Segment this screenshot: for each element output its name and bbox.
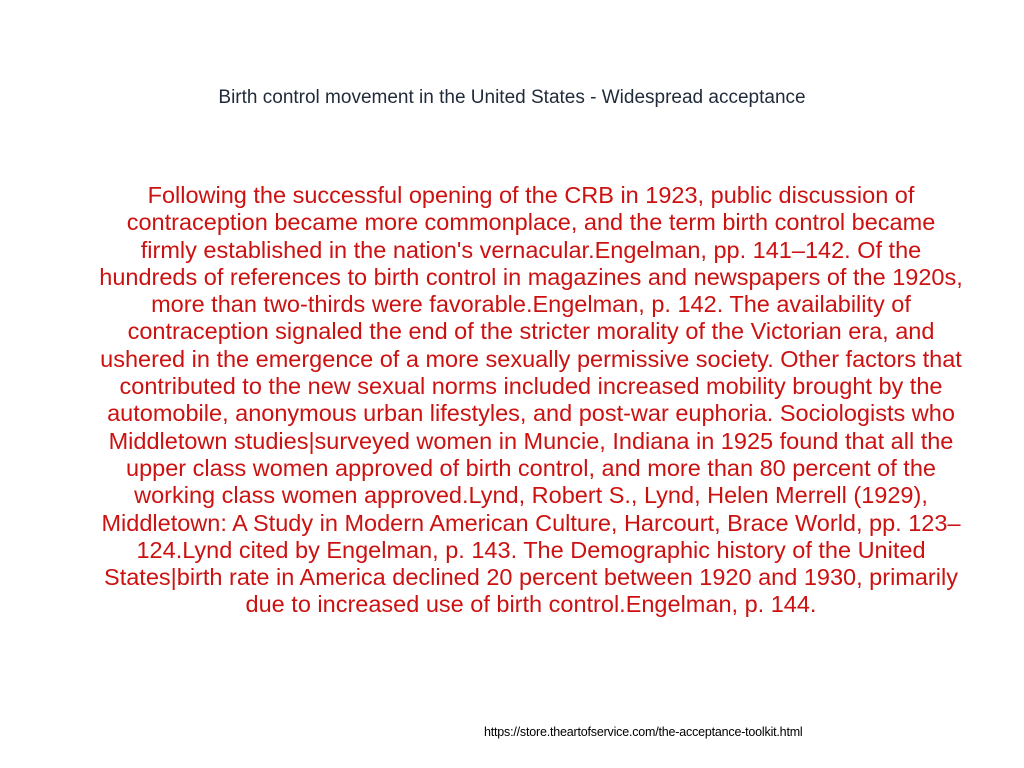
footer-url-link[interactable]: https://store.theartofservice.com/the-acceptance-toolkit.html: [484, 725, 803, 739]
slide-title: Birth control movement in the United States - Widespread acceptance: [218, 87, 806, 108]
slide-body-text: Following the successful opening of the CRB in 1923, public discussion of contraception became more commonplace, and the term birth control became firmly established in the nation's vernacular.Engelman, pp. 141–142. Of the hundreds of references to birth control in magazines and newspapers of the 1920s, more than two-thirds were favorable.Engelman, p. 142. The availability of contraception signaled the end of the stricter morality of the Victorian era, and ushered in the emergence of a more sexually permissive society. Other factors that contributed to the new sexual norms included increased mobility brought by the automobile, anonymous urban lifestyles, and post-war euphoria. Sociologists who Middletown studies|surveyed women in Muncie, Indiana in 1925 found that all the upper class women approved of birth control, and more than 80 percent of the working class women approved.Lynd, Robert S., Lynd, Helen Merrell (1929), Middletown: A Study in Modern American Culture, Harcourt, Brace World, pp. 123–124.Lynd cited by Engelman, p. 143. The Demographic history of the United States|birth rate in America declined 20 percent between 1920 and 1930, primarily due to increased use of birth control.Engelman, p. 144.: [99, 182, 963, 618]
